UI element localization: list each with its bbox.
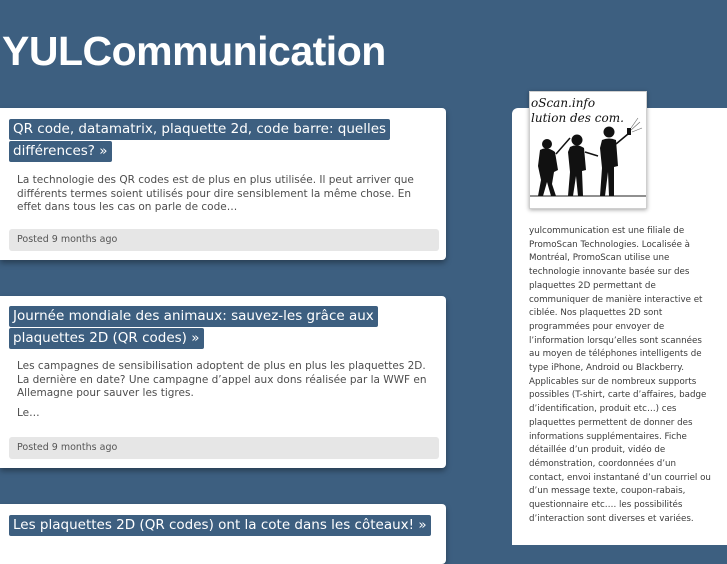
- post-excerpt: La technologie des QR codes est de plus en plus utilisée. Il peut arriver que différents termes soient utilisés pour dire sensiblement la même chose. En effet dans tous les cas on parle de code…: [17, 174, 414, 213]
- post-excerpt-more: Le…: [17, 407, 40, 419]
- post-meta: Posted 9 months ago: [9, 437, 439, 459]
- post-title-wrap: [9, 305, 435, 349]
- sidebar: [512, 96, 727, 545]
- post-title-wrap: [9, 514, 435, 536]
- post-title-link[interactable]: Les plaquettes 2D (QR codes) ont la cote dans les côteaux! »: [9, 515, 431, 536]
- site-title[interactable]: YULCommunication: [2, 28, 386, 74]
- sidebar-description: yulcommunication est une filiale de PromoScan Technologies. Localisée à Montréal, PromoScan utilise une technologie innovante basée sur des plaquettes 2D permettant de communiquer de manière interactive et ciblée. Nos plaquettes 2D sont programmées pour envoyer de l’information lorsqu’elles sont scannées au moyen de téléphones intelligents de type iPhone, Android ou Blackberry. Applicables sur de nombreux supports possibles (T-shirt, carte d’affaires, badge d’identification, produit etc…) ces plaquettes permettent de donner des informations supplémentaires. Fiche détaillée d’un produit, vidéo de démonstration, coordonnées d’un contact, envoi instantané d’un courriel ou d’un message texte, coupon-rabais, questionnaire etc…. les possibilités d’interaction sont diverses et variées.: [529, 226, 711, 524]
- post-excerpt: Les campagnes de sensibilisation adoptent de plus en plus les plaquettes 2D. La dernière en date? Une campagne d’appel aux dons réalisée par la WWF en Allemagne pour sauver les tigres.: [17, 360, 427, 399]
- post-card: [0, 108, 446, 260]
- logo-line-2: lution des com.: [531, 111, 624, 125]
- post-title-wrap: [9, 118, 429, 162]
- post-title-link[interactable]: QR code, datamatrix, plaquette 2d, code barre: quelles différences? »: [9, 119, 390, 162]
- evolution-silhouettes-icon: [530, 92, 646, 208]
- post-card: [0, 504, 446, 564]
- post-meta: Posted 9 months ago: [9, 229, 439, 251]
- post-title-link[interactable]: Journée mondiale des animaux: sauvez-les grâce aux plaquettes 2D (QR codes) »: [9, 306, 378, 349]
- post-card: [0, 296, 446, 468]
- logo-image[interactable]: [529, 91, 647, 209]
- logo-line-1: oScan.info: [531, 96, 596, 110]
